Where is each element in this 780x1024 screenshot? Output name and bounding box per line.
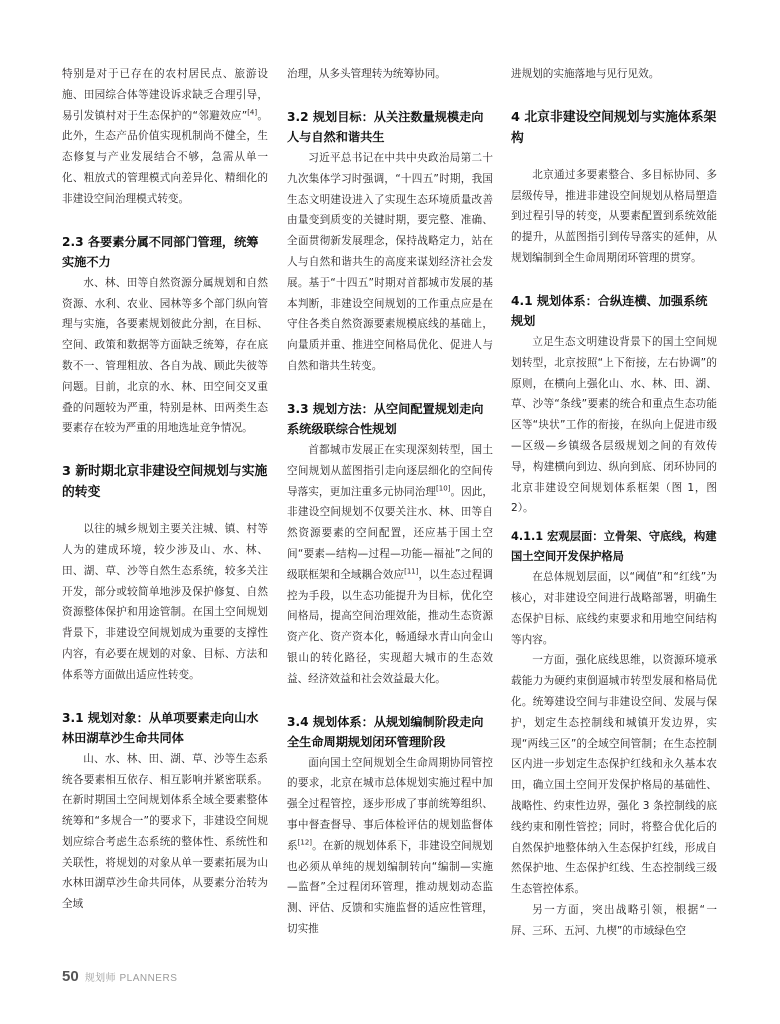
- paragraph: 水、林、田等自然资源分属规划和自然资源、水利、农业、园林等多个部门纵向管理与实施，各要素规划彼此分割，在目标、空间、政策和数据等方面缺乏统筹，存在底数不一、管理粗放、各自为战、顾此失彼等问题。目前，北京的水、林、田空间交叉重叠的问题较为严重，特别是林、田两类生态要素存在较为严重的用地选址竞争情况。: [62, 276, 268, 435]
- citation-ref: [4]: [247, 108, 258, 117]
- paragraph: 在总体规划层面，以“阈值”和“红线”为核心，对非建设空间进行战略部署，明确生态保护目标、底线约束要求和用地空间结构等内容。: [511, 571, 717, 646]
- paragraph: 首都城市发展正在实现深刻转型，国土空间规划从蓝图指引走向逐层细化的空间传导落实，更加注重多元协同治理[10]。因此，非建设空间规划不仅要关注水、林、田等自然资源要素的空间配置，还应基于国土空间“要素—结构—过程—功能—福祉”之间的级联框架和全域耦合效应[11]，以生态过程调控为手段，以生态功能提升为目标，优化空间格局，提高空间治理效能，推动生态资源资产化、资产资本化，畅通绿水青山向金山银山的转化路径，实现超大城市的生态效益、经济效益和社会效益最大化。: [287, 443, 494, 685]
- section-heading-2-3: 2.3 各要素分属不同部门管理，统筹实施不力: [62, 234, 259, 270]
- column-2: [287, 64, 493, 940]
- citation-ref: [11]: [404, 567, 419, 576]
- paragraph: 面向国土空间规划全生命周期协同管控的要求，北京在城市总体规划实施过程中加强全过程管控，逐步形成了事前统筹组织、事中督查督导、事后体检评估的规划监督体系[12]。在新的规划体系下，非建设空间规划也必须从单纯的规划编制转向“编制—实施—监督”全过程闭环管理，推动规划动态监测、评估、反馈和实施监督的适应性管理，切实推: [287, 756, 494, 936]
- paragraph: 山、水、林、田、湖、草、沙等生态系统各要素相互依存、相互影响并紧密联系。在新时期国土空间规划体系全域全要素整体统筹和“多规合一”的要求下，非建设空间规划应综合考虑生态系统的整体性、系统性和关联性，将规划的对象从单一要素拓展为山水林田湖草沙生命共同体，从要素分治转为全域: [62, 752, 268, 911]
- page-footer: [62, 968, 177, 990]
- section-heading-4-1-1: 4.1.1 宏观层面：立骨架、守底线，构建国土空间开发保护格局: [511, 530, 717, 564]
- section-heading-3-1: 3.1 规划对象：从单项要素走向山水林田湖草沙生命共同体: [62, 710, 259, 746]
- paragraph: 另一方面，突出战略引领，根据“一屏、三环、五河、九楔”的市域绿色空: [511, 903, 717, 937]
- paragraph: 特别是对于已存在的农村居民点、旅游设施、田园综合体等建设诉求缺乏合理引导，易引发镇村对于生态保护的“邻避效应”[4]。此外，生态产品价值实现机制尚不健全，生态修复与产业发展结合不够，急需从单一化、粗放式的管理模式向差异化、精细化的非建设空间治理模式转变。: [62, 68, 268, 205]
- section-heading-4-1: 4.1 规划体系：合纵连横、加强系统规划: [511, 293, 708, 329]
- paragraph: 以往的城乡规划主要关注城、镇、村等人为的建成环境，较少涉及山、水、林、田、湖、草、沙等自然生态系统，较多关注开发，部分或较简单地涉及保护修复、自然资源整体保护和用途管制。在国土空间规划背景下，非建设空间规划成为重要的支撑性内容，有必要在规划的对象、目标、方法和体系等方面做出适应性转变。: [62, 523, 268, 681]
- paragraph: 立足生态文明建设背景下的国土空间规划转型，北京按照“上下衔接，左右协调”的原则，在横向上强化山、水、林、田、湖、草、沙等“条线”要素的统合和重点生态功能区等“块状”工作的衔接，在纵向上促进市级—区级—乡镇级各层级规划之间的有效传导，构建横向到边、纵向到底、闭环协同的北京非建设空间规划体系框架（图 1，图 2）。: [511, 335, 717, 515]
- section-heading-3-4: 3.4 规划体系：从规划编制阶段走向全生命周期规划闭环管理阶段: [287, 714, 484, 750]
- column-1: [62, 64, 268, 915]
- section-heading-3-2: 3.2 规划目标：从关注数量规模走向人与自然和谐共生: [287, 109, 484, 145]
- page-number: 50: [62, 968, 79, 985]
- section-heading-3-3: 3.3 规划方法：从空间配置规划走向系统级联综合性规划: [287, 401, 484, 437]
- paragraph: 进规划的实施落地与见行见效。: [511, 68, 660, 80]
- section-heading-4: 4 北京非建设空间规划与实施体系架构: [511, 109, 717, 146]
- citation-ref: [12]: [297, 838, 313, 847]
- paragraph: 习近平总书记在中共中央政治局第二十九次集体学习时强调，“十四五”时期，我国生态文明建设进入了实现生态环境质量改善由量变到质变的关键时期，要完整、准确、全面贯彻新发展理念，保持战略定力，站在人与自然和谐共生的高度来谋划经济社会发展。基于“十四五”时期对首都城市发展的基本判断，非建设空间规划的工作重点应是在守住各类自然资源要素规模底线的基础上，向量质并重、推进空间格局优化、促进人与自然和谐共生转变。: [287, 151, 493, 372]
- paragraph: 一方面，强化底线思维，以资源环境承载能力为硬约束倒逼城市转型发展和格局优化。统筹建设空间与非建设空间、发展与保护，划定生态控制线和城镇开发边界，实现“两线三区”的全域空间管制；在生态控制区内进一步划定生态保护红线和永久基本农田，确立国土空间开发保护格局的基础性、战略性、约束性边界，强化 3 条控制线的底线约束和刚性管控；同时，将整合优化后的自然保护地整体纳入生态保护红线，形成自然保护地、生态保护红线、生态控制线三级生态管控体系。: [511, 654, 717, 896]
- section-heading-3: 3 新时期北京非建设空间规划与实施的转变: [62, 464, 268, 501]
- citation-ref: [10]: [436, 484, 451, 492]
- paragraph: 治理，从多头管理转为统筹协同。: [287, 68, 446, 80]
- paragraph: 北京通过多要素整合、多目标协同、多层级传导，推进非建设空间规划从格局塑造到过程引导的转变，从要素配置到系统效能的提升，从蓝图指引到传导落实的延伸，从规划编制到全生命周期闭环管理的贯穿。: [511, 168, 717, 264]
- journal-name: 规划师 PLANNERS: [84, 973, 178, 984]
- column-3: [511, 64, 717, 941]
